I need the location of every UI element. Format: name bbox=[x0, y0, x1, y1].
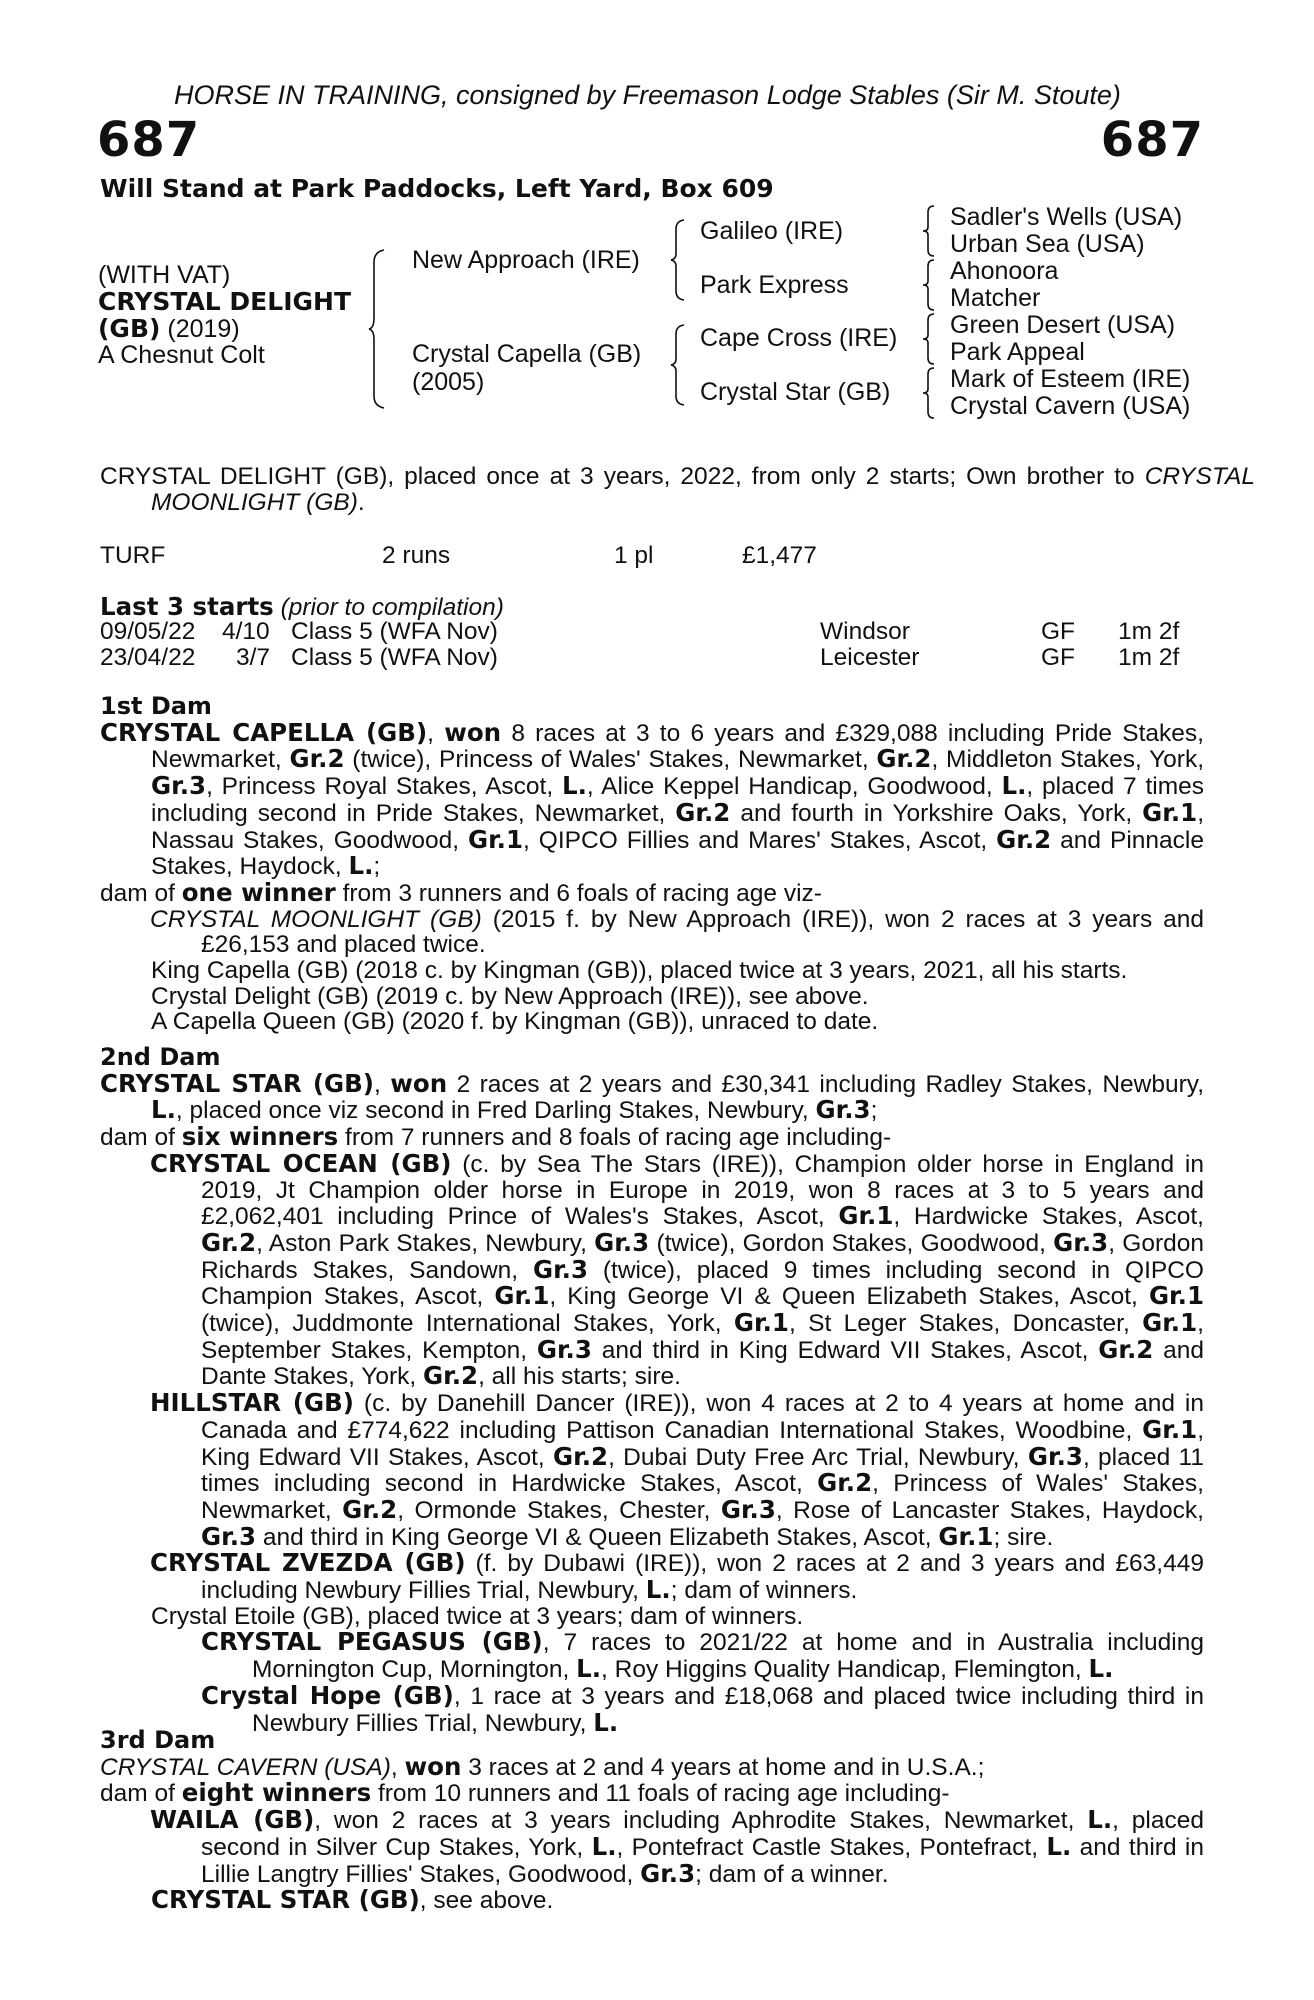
brace-3b bbox=[922, 258, 938, 312]
brace-2b bbox=[670, 323, 688, 407]
record-runs: 2 runs bbox=[382, 542, 451, 569]
sire: New Approach (IRE) bbox=[412, 246, 640, 274]
brace-3d bbox=[922, 366, 938, 420]
progeny-item: HILLSTAR (GB) (c. by Danehill Dancer (IRE)), won 4 races at 2 to 4 years at home and in Canada and £774,622 including Pattison Canadian International Stakes, Woodbine, Gr.1, King Edward VII Stakes, Ascot, Gr.2, Dubai Duty Free Arc Trial, Newbury, Gr.3, placed 11 times including second in Hardwicke Stakes, Ascot, Gr.2, Princess of Wales' Stakes, Newmarket, Gr.2, Ormonde Stakes, Chester, Gr.3, Rose of Lancaster Stakes, Haydock, Gr.3 and third in King George VI & Queen Elizabeth Stakes, Ascot, Gr.1; sire. bbox=[150, 1388, 1204, 1551]
progeny-item: Crystal Etoile (GB), placed twice at 3 years; dam of winners. bbox=[151, 1602, 804, 1630]
progeny-item: Crystal Delight (GB) (2019 c. by New Approach (IRE)), see above. bbox=[151, 982, 869, 1010]
progeny-item: WAILA (GB), won 2 races at 3 years including Aphrodite Stakes, Newmarket, L., placed second in Silver Cup Stakes, York, L., Pontefract Castle Stakes, Pontefract, L. and third in Lillie Langtry Fillies' Stakes, Goodwood, Gr.3; dam of a winner. bbox=[150, 1805, 1204, 1888]
progeny-item: A Capella Queen (GB) (2020 f. by Kingman (GB)), unraced to date. bbox=[151, 1008, 879, 1036]
start-race: Class 5 (WFA Nov) bbox=[291, 644, 498, 671]
start-distance: 1m 2f bbox=[1118, 644, 1180, 671]
third-dam-heading: 3rd Dam bbox=[100, 1726, 216, 1754]
third-dam-produce-line: dam of eight winners from 10 runners and 11 foals of racing age including- bbox=[100, 1778, 950, 1808]
g4-2: Urban Sea (USA) bbox=[950, 230, 1145, 258]
start-race: Class 5 (WFA Nov) bbox=[291, 618, 498, 645]
first-dam-heading: 1st Dam bbox=[100, 692, 212, 720]
second-dam-record: CRYSTAL STAR (GB), won 2 races at 2 years and £30,341 including Radley Stakes, Newbury, L., placed once viz second in Fred Darling Stakes, Newbury, Gr.3; bbox=[100, 1068, 1204, 1125]
progeny-item: CRYSTAL STAR (GB), see above. bbox=[151, 1885, 554, 1915]
progeny-item: CRYSTAL ZVEZDA (GB) (f. by Dubawi (IRE)), won 2 races at 2 and 3 years and £63,449 including Newbury Fillies Trial, Newbury, L.; dam of winners. bbox=[150, 1548, 1204, 1605]
dam-sire: Cape Cross (IRE) bbox=[700, 324, 898, 352]
third-dam-record: CRYSTAL CAVERN (USA), won 3 races at 2 and 4 years at home and in U.S.A.; bbox=[100, 1751, 985, 1781]
stand-location: Will Stand at Park Paddocks, Left Yard, Box 609 bbox=[100, 174, 774, 203]
record-placings: 1 pl bbox=[614, 542, 654, 569]
first-dam-section bbox=[100, 694, 1204, 1035]
start-going: GF bbox=[1041, 644, 1076, 671]
lot-number-left: 687 bbox=[97, 112, 201, 168]
progeny-item: CRYSTAL OCEAN (GB) (c. by Sea The Stars (IRE)), Champion older horse in England in 2019, Jt Champion older horse in Europe in 2019, won 8 races at 3 to 5 years and £2,062,401 including Prince of Wales's Stakes, Ascot, Gr.1, Hardwicke Stakes, Ascot, Gr.2, Aston Park Stakes, Newbury, Gr.3 (twice), Gordon Stakes, Goodwood, Gr.3, Gordon Richards Stakes, Sandown, Gr.3 (twice), placed 9 times including second in QIPCO Champion Stakes, Ascot, Gr.1, King George VI & Queen Elizabeth Stakes, Ascot, Gr.1 (twice), Juddmonte International Stakes, York, Gr.1, St Leger Stakes, Doncaster, Gr.1, September Stakes, Kempton, Gr.3 and third in King Edward VII Stakes, Ascot, Gr.2 and Dante Stakes, York, Gr.2, all his starts; sire. bbox=[150, 1148, 1205, 1391]
g4-8: Crystal Cavern (USA) bbox=[950, 392, 1191, 420]
horse-description: A Chesnut Colt bbox=[98, 341, 265, 369]
g4-6: Park Appeal bbox=[950, 338, 1085, 366]
brace-3c bbox=[922, 312, 938, 366]
brace-2a bbox=[670, 218, 688, 302]
record-earnings: £1,477 bbox=[742, 542, 817, 569]
dam-year: (2005) bbox=[412, 368, 485, 396]
vat-note: (WITH VAT) bbox=[98, 261, 231, 289]
g4-7: Mark of Esteem (IRE) bbox=[950, 365, 1191, 393]
start-date: 09/05/22 bbox=[100, 618, 196, 645]
g4-4: Matcher bbox=[950, 284, 1041, 312]
start-position: 3/7 bbox=[236, 644, 271, 671]
grand-progeny-item: CRYSTAL PEGASUS (GB), 7 races to 2021/22 at home and in Australia including Mornington Cup, Mornington, L., Roy Higgins Quality Handicap, Flemington, L. bbox=[201, 1627, 1204, 1684]
second-dam-heading: 2nd Dam bbox=[100, 1043, 221, 1071]
progeny-item: King Capella (GB) (2018 c. by Kingman (GB)), placed twice at 3 years, 2021, all his starts. bbox=[151, 957, 1128, 985]
third-dam-section bbox=[100, 1728, 1204, 1914]
g4-1: Sadler's Wells (USA) bbox=[950, 203, 1183, 231]
brace-3a bbox=[922, 204, 938, 258]
last-starts-heading: Last 3 starts (prior to compilation) bbox=[100, 592, 504, 621]
grand-progeny-item: Crystal Hope (GB), 1 race at 3 years and £18,068 and placed twice including third in Newbury Fillies Trial, Newbury, L. bbox=[201, 1680, 1204, 1737]
g4-5: Green Desert (USA) bbox=[950, 311, 1176, 339]
first-dam-produce-line: dam of one winner from 3 runners and 6 foals of racing age viz- bbox=[100, 877, 822, 907]
sire-dam: Park Express bbox=[700, 271, 849, 299]
dam: Crystal Capella (GB) bbox=[412, 340, 642, 368]
record-surface: TURF bbox=[100, 542, 166, 569]
horse-origin: (GB) (2019) bbox=[98, 314, 240, 343]
dam-dam: Crystal Star (GB) bbox=[700, 378, 891, 406]
consignment-header: HORSE IN TRAINING, consigned by Freemason Lodge Stables (Sir M. Stoute) bbox=[174, 80, 1121, 110]
start-going: GF bbox=[1041, 618, 1076, 645]
lot-number-right: 687 bbox=[1100, 112, 1204, 168]
start-course: Windsor bbox=[820, 618, 910, 645]
start-position: 4/10 bbox=[222, 618, 270, 645]
start-date: 23/04/22 bbox=[100, 644, 196, 671]
horse-name: CRYSTAL DELIGHT bbox=[98, 287, 351, 316]
second-dam-section bbox=[100, 1045, 1204, 1736]
start-course: Leicester bbox=[820, 644, 920, 671]
progeny-item: CRYSTAL MOONLIGHT (GB) (2015 f. by New Approach (IRE)), won 2 races at 3 years and £26,153 and placed twice. bbox=[150, 905, 1204, 959]
start-distance: 1m 2f bbox=[1118, 618, 1180, 645]
g4-3: Ahonoora bbox=[950, 257, 1059, 285]
second-dam-produce-line: dam of six winners from 7 runners and 8 foals of racing age including- bbox=[100, 1122, 892, 1152]
summary-paragraph: CRYSTAL DELIGHT (GB), placed once at 3 years, 2022, from only 2 starts; Own brother to CRYSTAL MOONLIGHT (GB). bbox=[100, 463, 1255, 516]
brace-1 bbox=[368, 248, 388, 410]
first-dam-record: CRYSTAL CAPELLA (GB), won 8 races at 3 to 6 years and £329,088 including Pride Stakes, Newmarket, Gr.2 (twice), Princess of Wales' Stakes, Newmarket, Gr.2, Middleton Stakes, York, Gr.3, Princess Royal Stakes, Ascot, L., Alice Keppel Handicap, Goodwood, L., placed 7 times including second in Pride Stakes, Newmarket, Gr.2 and fourth in Yorkshire Oaks, York, Gr.1, Nassau Stakes, Goodwood, Gr.1, QIPCO Fillies and Mares' Stakes, Ascot, Gr.2 and Pinnacle Stakes, Haydock, L.; bbox=[100, 717, 1205, 881]
sire-sire: Galileo (IRE) bbox=[700, 217, 844, 245]
